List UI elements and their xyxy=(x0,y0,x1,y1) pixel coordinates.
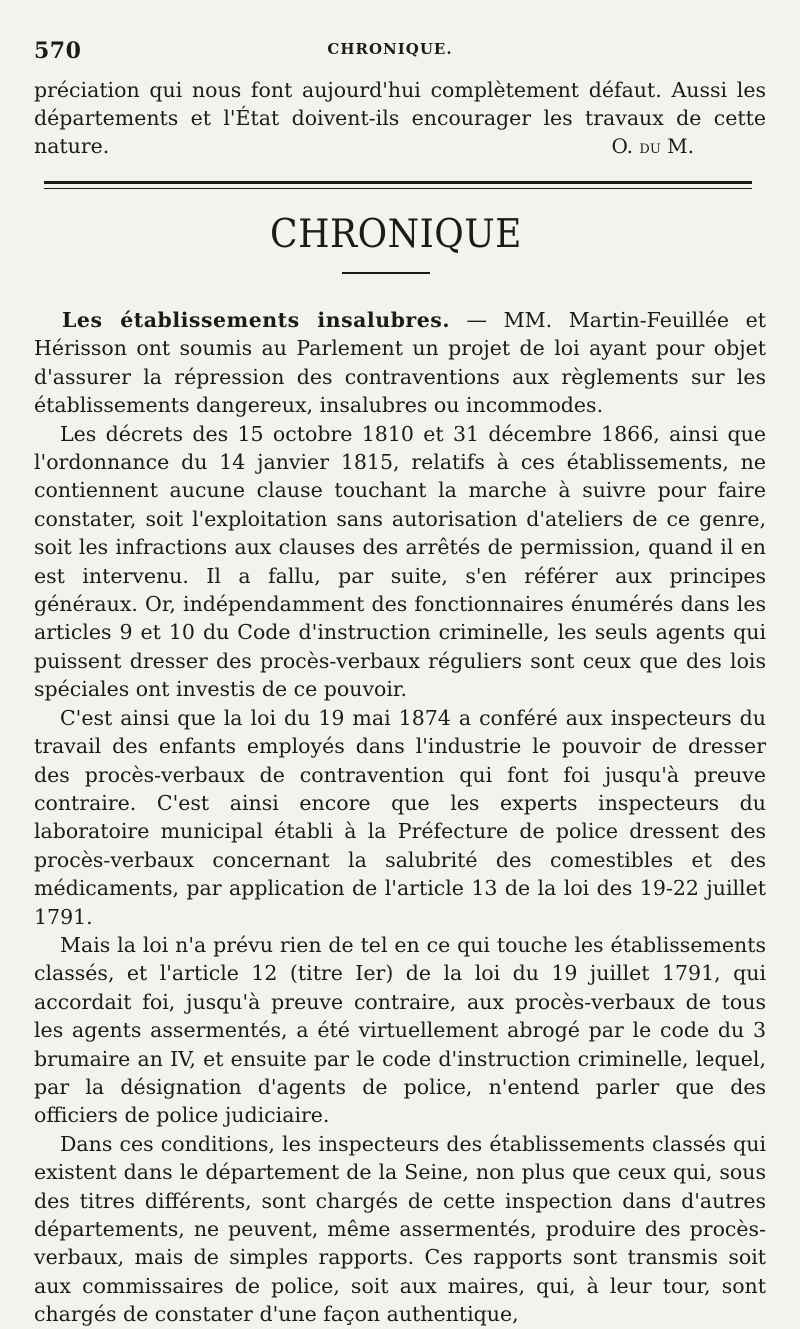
paragraph: Les établissements insalubres. — MM. Martin-Feuillée et Hérisson ont soumis au Parlement un projet de loi ayant pour objet d'assurer la répression des contraventions aux règlements sur les établissements dangereux, insalubres ou incommodes. xyxy=(34,308,766,418)
running-head: CHRONIQUE. xyxy=(327,40,453,58)
paragraph: Mais la loi n'a prévu rien de tel en ce qui touche les établissements classés, et l'article 12 (titre Ier) de la loi du 19 juillet 1791, qui accordait foi, jusqu'à preuve contraire, aux procès-verbaux de tous les agents assermentés, a été virtuellement abrogé par le code du 3 brumaire an IV, et ensuite par le code d'instruction criminelle, lequel, par la désignation d'agents de police, n'entend parler que des officiers de police judiciaire. xyxy=(34,932,766,1128)
paragraph: Les décrets des 15 octobre 1810 et 31 décembre 1866, ainsi que l'ordonnance du 14 janvier 1815, relatifs à ces établissements, ne contiennent aucune clause touchant la marche à suivre pour faire constater, soit l'exploitation sans autorisation d'ateliers de ce genre, soit les infractions aux clauses des arrêtés de permission, quand il en est intervenu. Il a fallu, par suite, s'en référer aux principes généraux. Or, indépendamment des fonctionnaires énumérés dans les articles 9 et 10 du Code d'instruction criminelle, les seuls agents qui puissent dresser des procès-verbaux réguliers sont ceux que des lois spéciales ont investis de ce pouvoir. xyxy=(34,421,766,702)
article-body xyxy=(34,306,766,1329)
title-underline xyxy=(342,272,430,274)
previous-article-ending xyxy=(34,76,766,162)
paragraph: Dans ces conditions, les inspecteurs des établissements classés qui existent dans le département de la Seine, non plus que ceux qui, sous des titres différents, sont chargés de cette inspection dans d'autres départements, ne peuvent, même assermentés, produire des procès-verbaux, mais de simples rapports. Ces rapports sont transmis soit aux commissaires de police, soit aux maires, qui, à leur tour, sont chargés de constater d'une façon authentique, xyxy=(34,1131,766,1327)
paragraph: C'est ainsi que la loi du 19 mai 1874 a conféré aux inspecteurs du travail des enfants employés dans l'industrie le pouvoir de dresser des procès-verbaux de contravention qui font foi jusqu'à preuve contraire. C'est ainsi encore que les experts inspecteurs du laboratoire municipal établi à la Préfecture de police dressent des procès-verbaux concernant la salubrité des comestibles et des médicaments, par application de l'article 13 de la loi des 19-22 juillet 1791. xyxy=(34,705,766,929)
page-number: 570 xyxy=(34,38,82,64)
article-lead-title: Les établissements insalubres. xyxy=(62,308,450,332)
previous-article-text xyxy=(34,76,766,160)
section-divider xyxy=(44,181,752,189)
section-title: CHRONIQUE xyxy=(270,212,522,257)
previous-article-body: préciation qui nous font aujourd'hui complètement défaut. Aussi les départements et l'État doivent-ils encourager les travaux de cette nature. xyxy=(34,78,766,158)
author-signature: O. du M. xyxy=(611,134,694,158)
